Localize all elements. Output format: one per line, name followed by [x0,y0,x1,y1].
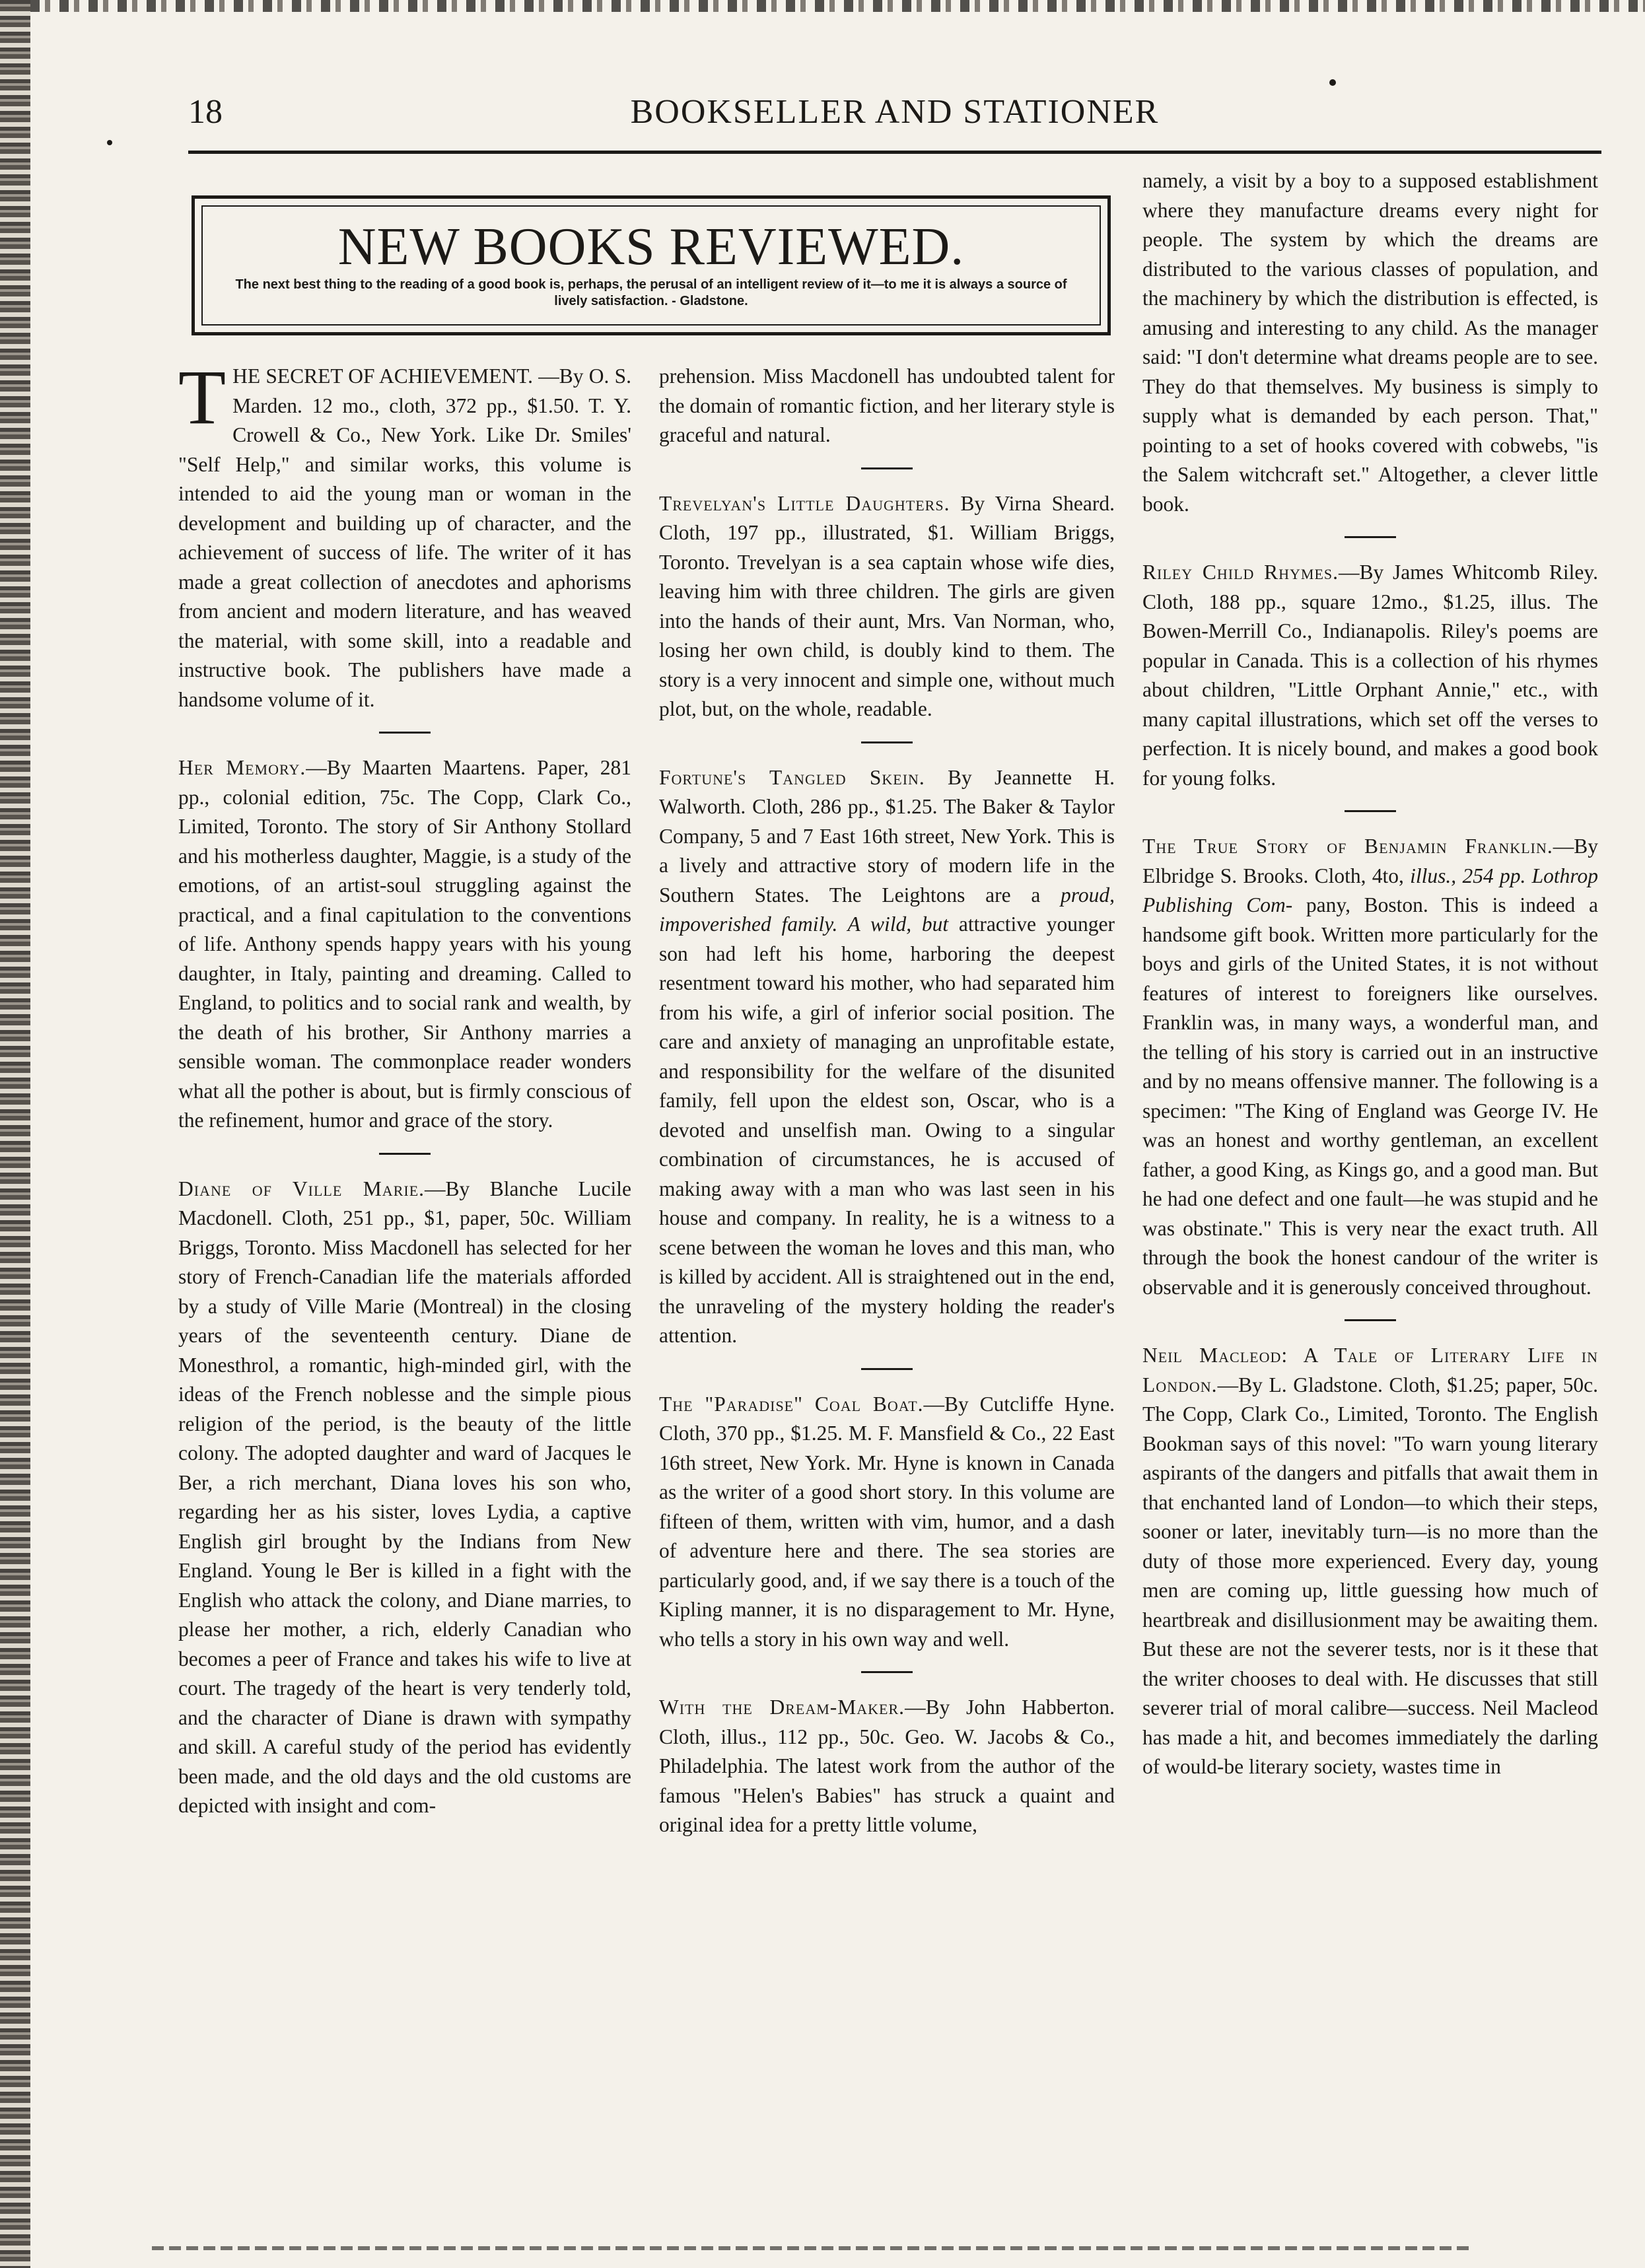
review-body: —By James Whitcomb Riley. Cloth, 188 pp., square 12mo., $1.25, illus. The Bowen-Merrill Co., Indianapolis. Riley's poems are popular in Canada. This is a collection of his rhymes about children, "Little Orphant Annie," etc., with many capital illustrations, which set off the verses to perfection. It is nicely bound, and makes a good book for young folks. [1142,561,1598,790]
review-body: pany, Boston. This is indeed a handsome gift book. Written more particularly for the boys and girls of the United States, it is not without features of interest to foreigners like ourselves. Franklin was, in many ways, a wonderful man, and the telling of his story is carried out in an instructive and by no means offensive manner. The following is a specimen: "The King of England was George IV. He was an honest and worthy gentleman, an excellent father, a good King, as Kings go, and a good man. But he had one defect and one fault—he was stupid and he was obstinate." This is very near the exact truth. All through the book the honest candour of the writer is observable and it is generously conceived throughout. [1142,893,1598,1299]
review-divider [861,1671,913,1673]
review-divider [861,467,913,469]
page-number: 18 [188,93,223,131]
review-neil-macleod [1142,1341,1598,1782]
review-franklin [1142,832,1598,1302]
drop-cap: T [178,354,227,440]
review-body: —By Elbridge S. Brooks. Cloth, 4to, [1142,835,1598,887]
scan-top-border [30,0,1645,12]
review-body: —By L. Gladstone. Cloth, $1.25; paper, 50c. The Copp, Clark Co., Limited, Toronto. The English Bookman says of this novel: "To warn young literary aspirants of the dangers and pitfalls that await them in that enchanted land of London—to which their steps, sooner or later, inevitably turn—is no more than the duty of those more experienced. Every day, young men are coming up, little guessing how much of heartbreak and disillusionment may be awaiting them. But these are not the severer tests, nor is it these that the writer chooses to deal with. He discusses that still severer trial of moral calibre—success. Neil Macleod has made a hit, and becomes immediately the darling of would-be literary society, wastes time in [1142,1373,1598,1778]
ink-speck [107,140,112,145]
review-title: With the Dream-Maker. [659,1696,905,1719]
column-3 [1142,166,1598,1782]
review-divider [861,741,913,743]
review-paradise [659,1390,1115,1655]
review-her-memory [178,753,631,1136]
review-divider [1345,536,1396,538]
review-body: —By Blanche Lucile Macdonell. Cloth, 251 pp., $1, paper, 50c. William Briggs, Toronto. Miss Macdonell has selected for her story of French-Canadian life the materials afforded by a study of Ville Marie (Montreal) in the closing years of the seventeenth century. Diane de Monesthrol, a romantic, high-minded girl, with the ideas of the French noblesse and the simple pious religion of the period, is the beauty of the little colony. The adopted daughter and ward of Jacques le Ber, a rich merchant, Diana loves his son who, regarding her as his sister, loves Lydia, a captive English girl brought by the Indians from New England. Young le Ber is killed in a fight with the English who attack the colony, and Diane marries, to please her mother, a rich, elderly Canadian who becomes a peer of France and takes his wife to live at court. The tragedy of the heart is very tenderly told, and the character of Diane is drawn with sympathy and skill. A careful study of the period has evidently been made, and the old days and the old customs are depicted with insight and com- [178,1177,631,1817]
review-body: By Jeannette H. Walworth. Cloth, 286 pp., $1.25. The Baker & Taylor Company, 5 and 7 East 16th street, New York. This is a lively and attractive story of modern life in the Southern States. The Leightons are a [659,765,1115,907]
review-title: Fortune's Tangled Skein. [659,765,925,789]
gladstone-quote: The next best thing to the reading of a good book is, perhaps, the perusal of an intelligent review of it—to me it is always a source of lively satisfaction. - Gladstone. [235,277,1067,308]
review-body: —By O. S. Marden. 12 mo., cloth, 372 pp., $1.50. T. Y. Crowell & Co., New York. Like Dr. Smiles' "Self Help," and similar works, this volume is intended to aid the young man or woman in the development and building up of character, and the achievement of success of life. The writer of it has made a great collection of anecdotes and aphorisms from ancient and modern literature, and has weaved the material, with some skill, into a readable and instructive book. The publishers have made a handsome volume of it. [178,364,631,711]
section-banner [192,195,1111,335]
review-dream-maker [659,1693,1115,1840]
review-title: The "Paradise" Coal Boat. [659,1392,924,1416]
header-rule [188,151,1601,154]
review-title: The True Story of Benjamin Franklin. [1142,835,1553,858]
review-divider [379,1153,431,1155]
review-divider [379,732,431,734]
review-diane [178,1175,631,1821]
review-achievement [178,354,631,714]
ink-speck [1329,79,1336,86]
section-title: NEW BOOKS REVIEWED. [337,218,965,276]
review-body: —By Cutcliffe Hyne. Cloth, 370 pp., $1.25. M. F. Mansfield & Co., 22 East 16th street, New York. Mr. Hyne is known in Canada as the writer of a good short story. In this volume are fifteen of them, written with vim, humor, and a dash of adventure here and there. The sea stories are particularly good, and, if we say there is a touch of the Kipling manner, it is no disparagement to Mr. Hyne, who tells a story in his own way and well. [659,1392,1115,1651]
running-head: BOOKSELLER AND STATIONER [630,93,1160,131]
review-title: Diane of Ville Marie. [178,1177,425,1200]
review-body-italic: proud, impoverished family. A wild, but [659,883,1115,936]
review-body: attractive younger son had left his home, harboring the deepest resentment toward his mother, who had separated him from his wife, a girl of inferior social position. The care and anxiety of managing an unprofitable estate, and responsibility for the welfare of the disunited family, fell upon the eldest son, Oscar, who is a devoted and unselfish man. Owing to a singular combination of circumstances, he is accused of making away with a man who was last seen in his house and company. In reality, he is a witness to a scene between the woman he loves and this man, who is killed by accident. All is straightened out in the end, the unraveling of the mystery holding the reader's attention. [659,912,1115,1347]
review-title: Neil Macleod: A Tale of Literary Life in London. [1142,1344,1598,1396]
scan-edge [0,0,30,2268]
review-trevelyan [659,489,1115,724]
review-title: Her Memory. [178,756,306,779]
scan-bottom-border [152,2246,1473,2250]
review-body: By Virna Sheard. Cloth, 197 pp., illustrated, $1. William Briggs, Toronto. Trevelyan is a sea captain whose wife dies, leaving him with three children. The girls are given into the hands of their aunt, Mrs. Van Norman, who, losing her own child, is doubly kind to them. The story is a very innocent and simple one, without much plot, but, on the whole, readable. [659,491,1115,720]
review-riley [1142,558,1598,793]
review-divider [1345,810,1396,812]
review-fortune [659,763,1115,1351]
column-2 [659,362,1115,1840]
review-divider [861,1368,913,1370]
review-title: Riley Child Rhymes. [1142,561,1339,584]
review-title: Trevelyan's Little Daughters. [659,491,950,515]
review-body: —By Maarten Maartens. Paper, 281 pp., colonial edition, 75c. The Copp, Clark Co., Limited, Toronto. The story of Sir Anthony Stollard and his motherless daughter, Maggie, is a study of the emotions, of an artist-soul struggling against the practical, and a final capitulation to the conventions of life. Anthony spends happy years with his young daughter, in Italy, painting and dreaming. Called to England, to politics and to social rank and wealth, by the death of his brother, Sir Anthony marries a sensible woman. The commonplace reader wonders what all the pother is about, but is firmly conscious of the refinement, humor and grace of the story. [178,756,631,1132]
review-body: —By John Habberton. Cloth, illus., 112 pp., 50c. Geo. W. Jacobs & Co., Philadelphia. The latest work from the author of the famous "Helen's Babies" has struck a quaint and original idea for a pretty little volume, [659,1696,1115,1836]
review-body-italic: illus., 254 pp. Lothrop Publishing Com- [1142,864,1598,916]
column-1 [178,354,631,1821]
review-title: HE SECRET OF ACHIEVEMENT. [232,364,534,388]
review-dream-maker-cont: namely, a visit by a boy to a supposed establishment where they manufacture dreams every night for people. The system by which the dreams are distributed to the various classes of population, and the machinery by which the distribution is effected, is amusing and interesting to any child. As the manager said: "I don't determine what dreams people are to see. They do that themselves. My business is simply to supply what is demanded by each person. That," pointing to a set of hooks covered with cobwebs, "is the Salem witchcraft set." Altogether, a clever little book. [1142,169,1598,516]
review-diane-cont: prehension. Miss Macdonell has undoubted talent for the domain of romantic fiction, and her literary style is graceful and natural. [659,364,1115,446]
review-divider [1345,1319,1396,1321]
page-header [188,92,1601,145]
